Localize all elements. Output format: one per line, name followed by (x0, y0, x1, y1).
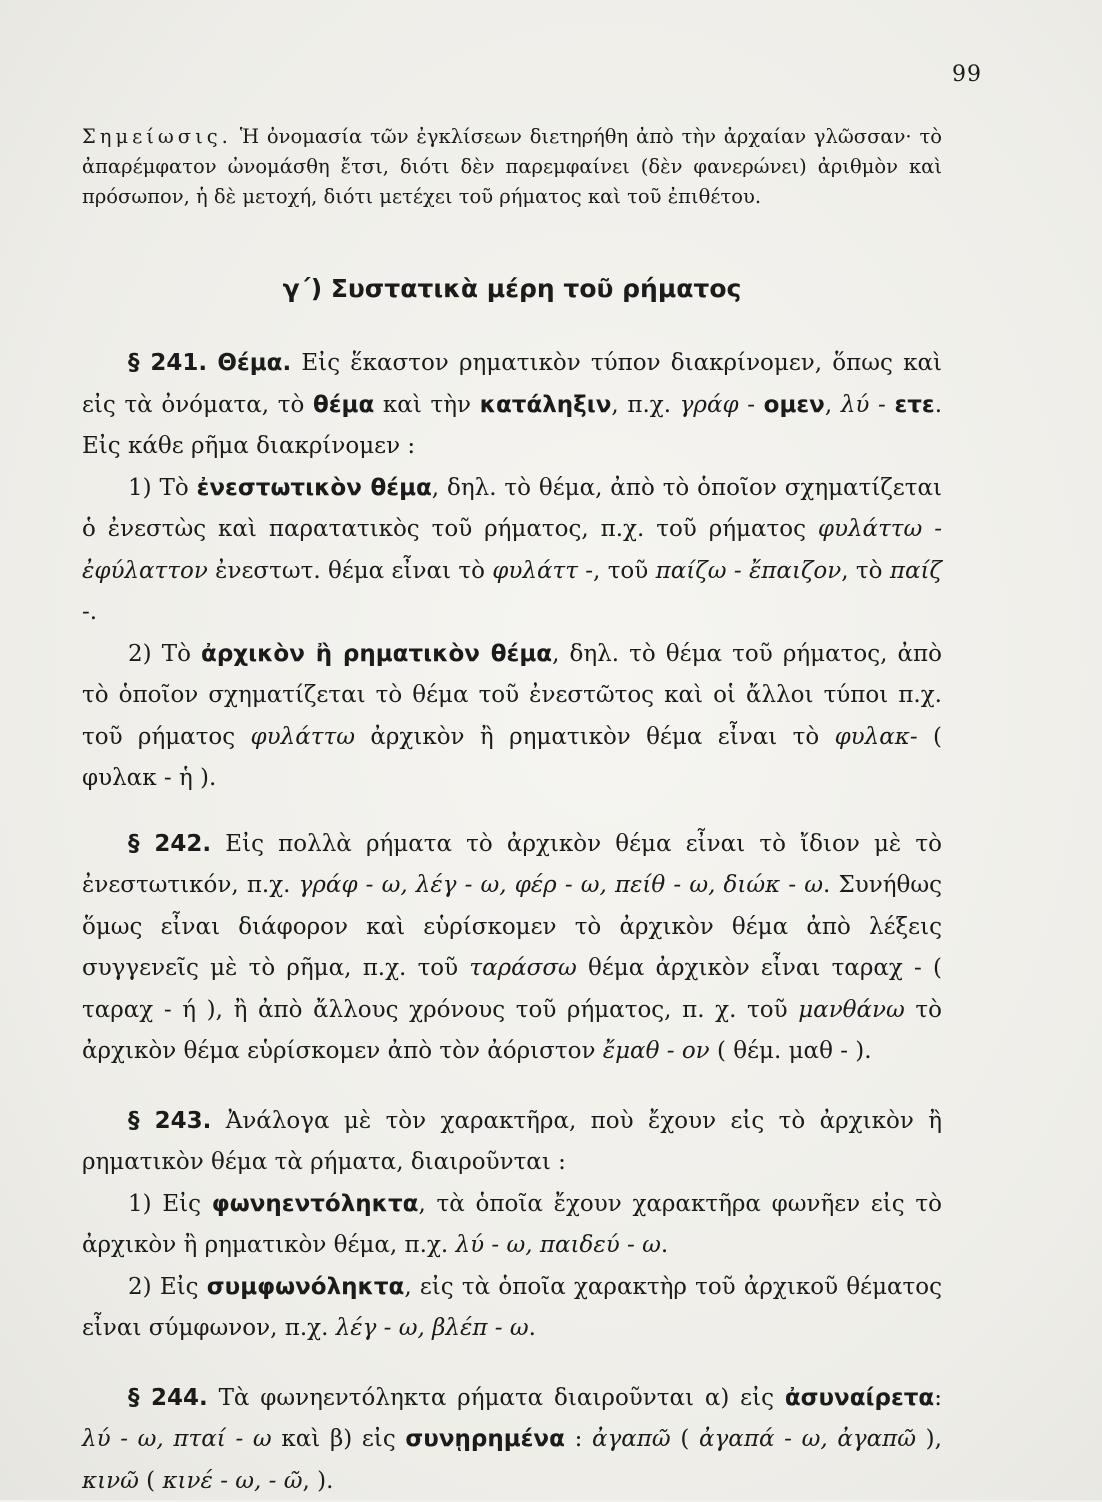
text: ἀρχικὸν ἢ ρηματικὸν θέμα εἶναι τὸ (355, 724, 835, 750)
text: ( (671, 1426, 699, 1452)
text: . Συνήθως ὅμως εἶναι διάφορον καὶ εὑρίσκομεν τὸ ἀρχικὸν θέμα ἀπὸ λέξεις συγγενεῖς μὲ τὸ ρῆμα, π.χ. τοῦ (82, 872, 942, 981)
text: ( θέμ. μαθ - ). (710, 1038, 872, 1064)
section-243 (82, 1101, 942, 1184)
text: Ἀνάλογα μὲ τὸν χαρακτῆρα, ποὺ ἔχουν εἰς τὸ ἀρχικὸν ἢ ρηματικὸν θέμα τὰ ρήματα, διαιροῦνται : (82, 1108, 942, 1176)
page-content (82, 110, 942, 1502)
example: παίζ - (82, 558, 942, 626)
text: , τὰ ὁποῖα ἔχουν χαρακτῆρα φωνῆεν εἰς τὸ ἀρχικὸν ἢ ρηματικὸν θέμα, π.χ. (82, 1191, 942, 1259)
example: λέγ - ω, βλέπ - ω (336, 1315, 529, 1341)
bold-term: ἀρχικὸν ἢ ρηματικὸν θέμα (201, 641, 552, 667)
bold-term: θέμα (313, 392, 374, 418)
example: ἔμαθ - ον (603, 1038, 710, 1064)
example: παίζω - ἔπαιζον (656, 558, 842, 584)
section-243-item-2 (82, 1267, 942, 1350)
bold-term: συμφωνόληκτα (207, 1274, 405, 1300)
section-241-item-2 (82, 634, 942, 800)
example: γράφ - (680, 392, 764, 418)
section-242 (82, 824, 942, 1073)
text: . (90, 599, 97, 625)
section-heading: γ΄) Συστατικὰ μέρη τοῦ ρήματος (82, 274, 942, 303)
section-241 (82, 343, 942, 468)
text: καὶ τὴν (374, 392, 479, 418)
text: ), (916, 1426, 942, 1452)
example: ἀγαπῶ (592, 1426, 671, 1452)
text: Εἰς πολλὰ ρήματα τὸ ἀρχικὸν θέμα εἶναι τὸ ἴδιον μὲ τὸ ἐνεστωτικόν, π.χ. (82, 831, 942, 899)
section-244 (82, 1378, 942, 1502)
section-title: Θέμα. (217, 350, 291, 376)
example: γράφ - ω, λέγ - ω, φέρ - ω, πείθ - ω, διώκ - ω (299, 872, 823, 898)
bold-term: ομεν (764, 392, 825, 418)
text: ( φυλακ - ἡ ). (82, 724, 942, 792)
text: . Εἰς κάθε ρῆμα διακρίνομεν : (82, 392, 942, 460)
bold-term: φωνηεντόληκτα (212, 1191, 419, 1217)
text: , π.χ. (611, 392, 679, 418)
example: φυλάττω - ἐφύλαττον (82, 516, 942, 584)
note-paragraph (82, 122, 942, 212)
text: Τὰ φωνηεντόληκτα ρήματα διαιροῦνται α) εἰς (208, 1385, 785, 1411)
text: ἐνεστωτ. θέμα εἶναι τὸ (208, 558, 492, 584)
text: , εἰς τὰ ὁποῖα χαρακτὴρ τοῦ ἀρχικοῦ θέματος εἶναι σύμφωνον, π.χ. (82, 1274, 942, 1342)
section-241-item-1 (82, 468, 942, 634)
section-number: § 244. (128, 1385, 208, 1411)
text: 2) Εἰς (128, 1274, 207, 1300)
bold-term: κατάληξιν (480, 392, 612, 418)
bold-term: ἀσυναίρετα (785, 1385, 934, 1411)
example: κινῶ (82, 1468, 139, 1494)
example: κινέ - ω, - ῶ (162, 1468, 302, 1494)
section-number: § 243. (128, 1108, 211, 1134)
example: φυλάττω (251, 724, 355, 750)
example: ταράσσω (469, 955, 576, 981)
text: . (529, 1315, 536, 1341)
text: , ). (303, 1468, 334, 1494)
example: ἀγαπά - ω, ἀγαπῶ (699, 1426, 916, 1452)
bold-term: συνῃρημένα (405, 1426, 565, 1452)
text: : (565, 1426, 592, 1452)
example: λύ - (841, 392, 895, 418)
example: φυλακ- (835, 724, 918, 750)
example: φυλάττ - (492, 558, 593, 584)
text: , τοῦ (593, 558, 656, 584)
text: τὸ ἀρχικὸν θέμα εὑρίσκομεν ἀπὸ τὸν ἀόριστον (82, 997, 942, 1065)
example: λύ - ω, πταί - ω (82, 1426, 272, 1452)
text: 1) Τὸ (128, 475, 197, 501)
text: . (661, 1232, 668, 1258)
section-number: § 242. (128, 831, 211, 857)
text: , τὸ (841, 558, 890, 584)
text: καὶ β) εἰς (272, 1426, 406, 1452)
bold-term: ἐνεστωτικὸν θέμα (197, 475, 432, 501)
bold-term: ετε (894, 392, 934, 418)
text: , (825, 392, 841, 418)
text: 1) Εἰς (128, 1191, 212, 1217)
text: , δηλ. τὸ θέμα τοῦ ρήματος, ἀπὸ τὸ ὁποῖον σχηματίζεται τὸ θέμα τοῦ ἐνεστῶτος καὶ οἱ ἄλλοι τύποι π.χ. τοῦ ρήματος (82, 641, 942, 750)
page-number: 99 (952, 62, 982, 87)
example: μανθάνω (798, 997, 905, 1023)
section-243-item-1 (82, 1184, 942, 1267)
text: θέμα ἀρχικὸν εἶναι ταραχ - ( ταραχ - ή ), ἢ ἀπὸ ἄλλους χρόνους τοῦ ρήματος, π. χ. τοῦ (82, 955, 942, 1023)
note-lead: Σημείωσις. (82, 125, 232, 148)
note-text: Ἡ ὀνομασία τῶν ἐγκλίσεων διετηρήθη ἀπὸ τὴν ἀρχαίαν γλῶσσαν· τὸ ἀπαρέμφατον ὠνομάσθη ἔτσι, διότι δὲν παρεμφαίνει (δὲν φανερώνει) ἀριθμὸν καὶ πρόσωπον, ἡ δὲ μετοχή, διότι μετέχει τοῦ ρήματος καὶ τοῦ ἐπιθέτου. (82, 125, 942, 208)
text: : (934, 1385, 942, 1411)
text: Εἰς ἕκαστον ρηματικὸν τύπον διακρίνομεν, ὅπως καὶ εἰς τὰ ὀνόματα, τὸ (82, 350, 942, 418)
section-number: § 241. (128, 350, 207, 376)
example: λύ - ω, παιδεύ - ω (456, 1232, 661, 1258)
text: ( (139, 1468, 163, 1494)
text: 2) Τὸ (128, 641, 201, 667)
text: , δηλ. τὸ θέμα, ἀπὸ τὸ ὁποῖον σχηματίζεται ὁ ἐνεστὼς καὶ παρατατικὸς τοῦ ρήματος, π.χ. τοῦ ρήματος (82, 475, 942, 543)
